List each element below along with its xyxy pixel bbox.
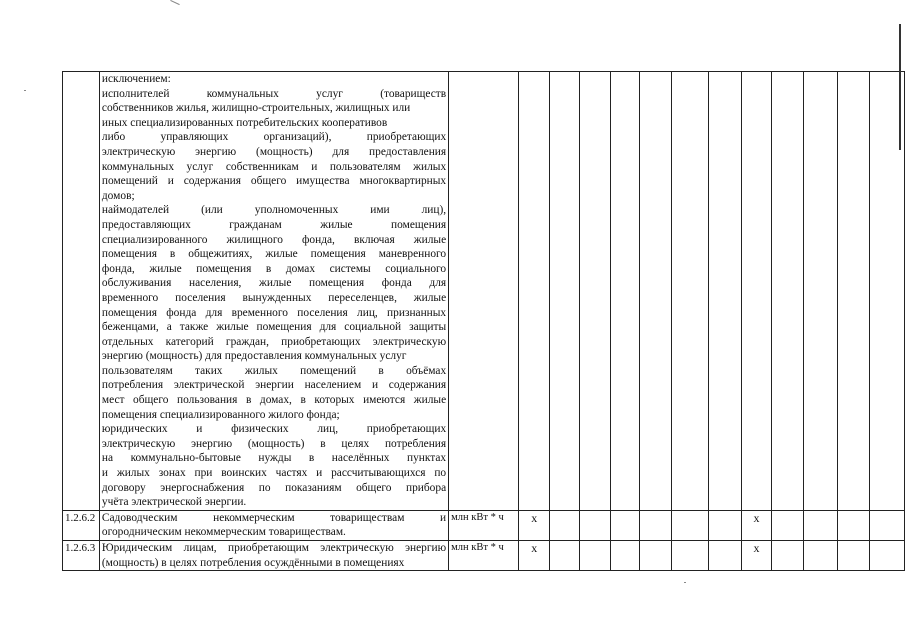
description-line: помещения фонда для временного поселения лиц, признанных: [101, 306, 447, 319]
scan-artifact: [684, 582, 686, 583]
mark-cell: [771, 510, 803, 540]
row-description: [99, 541, 448, 571]
row-number: 1.2.6.3: [63, 541, 100, 571]
mark-cell: х: [742, 541, 772, 571]
scan-artifact: [170, 0, 179, 5]
mark-cell: [519, 72, 550, 511]
mark-cell: [869, 541, 904, 571]
mark-cell: [579, 541, 610, 571]
mark-cell: [838, 510, 869, 540]
mark-cell: [838, 72, 869, 511]
description-line: мест общего пользования в домах, в которых имеются жилые: [101, 394, 447, 407]
scan-artifact: [24, 90, 26, 91]
mark-cell: [804, 541, 838, 571]
description-line: наймодателей (или уполномоченных ими лиц),: [101, 204, 447, 217]
description-line: энергию (мощность) для предоставления коммунальных услуг: [101, 350, 407, 363]
mark-cell: [838, 541, 869, 571]
description-line: пользователям таких жилых помещений в объёмах: [101, 364, 447, 377]
description-line: беженцами, а также жилые помещения для социальной защиты: [101, 321, 447, 334]
row-description: [99, 72, 448, 511]
row-description: [99, 510, 448, 540]
mark-cell: [640, 72, 671, 511]
description-line: собственников жилья, жилищно-строительных, жилищных или: [101, 102, 411, 115]
description-line: Юридическим лицам, приобретающим электрическую энергию: [101, 542, 447, 554]
description-line: электрическую энергию (мощность) для предоставления: [101, 145, 447, 158]
description-line: коммунальных услуг собственникам и пользователям жилых: [101, 160, 447, 173]
mark-cell: [671, 541, 708, 571]
mark-cell: [550, 510, 579, 540]
description-line: обслуживания населения, жилые помещения фонда для: [101, 277, 447, 290]
description-line: фонда, жилые помещения в домах системы социального: [101, 262, 447, 275]
description-line: специализированного жилищного фонда, включая жилые: [101, 233, 447, 246]
mark-cell: [742, 72, 772, 511]
description-line: договору энергоснабжения по показаниям общего прибора: [101, 481, 447, 494]
description-line: домов;: [101, 189, 135, 202]
mark-cell: х: [519, 510, 550, 540]
mark-cell: [610, 72, 639, 511]
mark-cell: [708, 510, 741, 540]
mark-cell: [640, 510, 671, 540]
scan-edge-mark: [899, 24, 901, 150]
mark-cell: [804, 72, 838, 511]
mark-cell: [640, 541, 671, 571]
description-line: помещения специализированного жилого фонда;: [101, 408, 340, 421]
row-number: [63, 72, 100, 511]
description-line: на коммунально-бытовые нужды в населённых пунктах: [101, 452, 447, 465]
description-line: юридических и физических лиц, приобретающих: [101, 423, 447, 436]
mark-cell: [708, 72, 741, 511]
mark-cell: х: [519, 541, 550, 571]
description-line: либо управляющих организаций), приобретающих: [101, 131, 447, 144]
tariff-table: [62, 71, 905, 571]
description-line: учёта электрической энергии.: [101, 496, 247, 509]
mark-cell: [579, 72, 610, 511]
mark-cell: [708, 541, 741, 571]
description-line: помещений и содержания общего имущества многоквартирных: [101, 175, 447, 188]
row-number: 1.2.6.2: [63, 510, 100, 540]
description-line: (мощность) в целях потребления осуждёнными в помещениях: [101, 556, 405, 569]
mark-cell: [550, 541, 579, 571]
description-line: помещения в общежитиях, жилые помещения маневренного: [101, 248, 447, 261]
mark-cell: [869, 510, 904, 540]
description-line: предоставляющих гражданам жилые помещения: [101, 218, 447, 231]
mark-cell: [671, 72, 708, 511]
unit-cell: млн кВт * ч: [449, 510, 519, 540]
mark-cell: [671, 510, 708, 540]
unit-cell: млн кВт * ч: [449, 541, 519, 571]
description-line: иных специализированных потребительских кооперативов: [101, 116, 388, 129]
mark-cell: [610, 541, 639, 571]
description-line: электрическую энергию (мощность) в целях потребления: [101, 437, 447, 450]
mark-cell: [804, 510, 838, 540]
unit-cell: [449, 72, 519, 511]
mark-cell: [771, 72, 803, 511]
mark-cell: [771, 541, 803, 571]
mark-cell: [579, 510, 610, 540]
description-line: временного поселения вынужденных переселенцев, жилые: [101, 291, 447, 304]
description-line: исполнителей коммунальных услуг (товариществ: [101, 87, 447, 100]
mark-cell: [550, 72, 579, 511]
description-line: исключением:: [101, 73, 171, 85]
table-row: [63, 510, 905, 540]
description-line: Садоводческим некоммерческим товариществам и: [101, 511, 447, 524]
mark-cell: [610, 510, 639, 540]
table-row: [63, 541, 905, 571]
description-line: отдельных категорий граждан, приобретающих электрическую: [101, 335, 447, 348]
description-line: и жилых зонах при воинских частях и рассчитывающихся по: [101, 467, 447, 480]
description-line: огородническим некоммерческим товариществам.: [101, 526, 346, 539]
mark-cell: х: [742, 510, 772, 540]
table-row: [63, 72, 905, 511]
description-line: потребления электрической энергии населением и содержания: [101, 379, 447, 392]
